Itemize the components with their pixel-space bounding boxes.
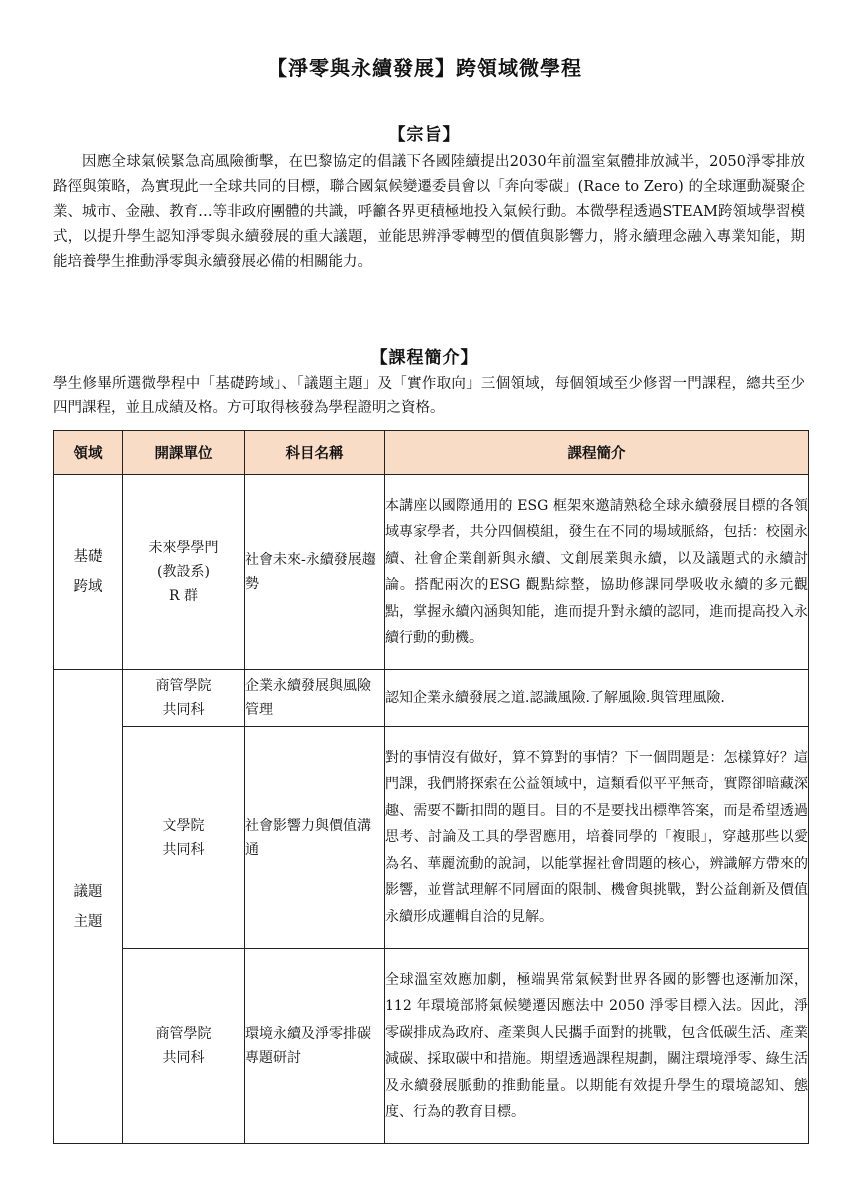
unit-label-line: 共同科	[162, 702, 205, 718]
table-header-row	[54, 431, 809, 475]
domain-label-line: 議題	[73, 883, 103, 900]
unit-cell	[123, 727, 245, 949]
table-row	[54, 949, 809, 1144]
subject-cell: 企業永續發展與風險管理	[245, 670, 385, 727]
unit-label-line: 未來學學門	[148, 540, 219, 556]
unit-cell	[123, 670, 245, 727]
course-table	[53, 430, 809, 1144]
domain-label-line: 跨域	[73, 579, 103, 595]
domain-cell-foundation	[54, 475, 123, 670]
header-unit: 開課單位	[123, 431, 245, 475]
description-cell: 認知企業永續發展之道.認識風險.了解風險.與管理風險.	[385, 670, 809, 727]
header-domain: 領域	[54, 431, 123, 475]
unit-label-line: R 群	[169, 588, 198, 604]
domain-label-line: 基礎	[73, 549, 103, 565]
course-intro-heading: 【課程簡介】	[370, 348, 479, 368]
unit-label-line: 商管學院	[155, 1026, 212, 1042]
subject-cell: 環境永續及淨零排碳專題研討	[245, 949, 385, 1144]
domain-cell-issues	[54, 670, 123, 1144]
unit-label-line: (教設系)	[157, 564, 210, 580]
purpose-heading: 【宗旨】	[388, 125, 461, 145]
domain-label-line: 主題	[73, 913, 103, 930]
unit-label-line: 共同科	[162, 1050, 205, 1066]
table-row	[54, 670, 809, 727]
description-cell: 全球溫室效應加劇，極端異常氣候對世界各國的影響也逐漸加深，112 年環境部將氣候變遷因應法中 2050 淨零目標入法。因此，淨零碳排成為政府、產業與人民攜手面對的挑戰，包含低碳生活、產業減碳、採取碳中和措施。期望透過課程規劃，關注環境淨零、綠生活及永續發展脈動的推動能量。以期能有效提升學生的環境認知、態度、行為的教育目標。	[385, 949, 809, 1144]
subject-cell: 社會影響力與價值溝通	[245, 727, 385, 949]
header-subject: 科目名稱	[245, 431, 385, 475]
purpose-paragraph: 因應全球氣候緊急高風險衝擊，在巴黎協定的倡議下各國陸續提出2030年前溫室氣體排放減半，2050淨零排放路徑與策略，為實現此一全球共同的目標，聯合國氣候變遷委員會以「奔向零碳」(Race to Zero) 的全球運動凝聚企業、城市、金融、教育…等非政府團體的共識，呼籲各界更積極地投入氣候行動。本微學程透過STEAM跨領域學習模式，以提升學生認知淨零與永續發展的重大議題，並能思辨淨零轉型的價值與影響力，將永續理念融入專業知能，期能培養學生推動淨零與永續發展必備的相關能力。	[53, 154, 805, 270]
unit-cell	[123, 949, 245, 1144]
table-row	[54, 727, 809, 949]
unit-label-line: 商管學院	[155, 678, 212, 694]
unit-label-line: 共同科	[162, 841, 205, 858]
document-title: 【淨零與永續發展】跨領域微學程	[267, 56, 582, 80]
table-row	[54, 475, 809, 670]
course-intro-paragraph: 學生修畢所選微學程中「基礎跨域」、「議題主題」及「實作取向」三個領域，每個領域至少修習一門課程，總共至少四門課程，並且成績及格。方可取得核發為學程證明之資格。	[53, 376, 805, 416]
unit-cell	[123, 475, 245, 670]
unit-label-line: 文學院	[162, 817, 205, 834]
description-cell: 本講座以國際通用的 ESG 框架來邀請熟稔全球永續發展目標的各領域專家學者，共分四個模組，發生在不同的場域脈絡，包括：校園永續、社會企業創新與永續、文創展業與永續，以及議題式的永續討論。搭配兩次的ESG 觀點綜整，協助修課同學吸收永續的多元觀點，掌握永續內涵與知能，進而提升對永續的認同，進而提高投入永續行動的動機。	[385, 475, 809, 670]
subject-cell: 社會未來-永續發展趨勢	[245, 475, 385, 670]
description-cell: 對的事情沒有做好，算不算對的事情？下一個問題是：怎樣算好？這門課，我們將探索在公益領域中，這類看似平平無奇，實際卻暗藏深趣、需要不斷扣問的題目。目的不是要找出標準答案，而是希望透過思考、討論及工具的學習應用，培養同學的「複眼」，穿越那些以愛為名、華麗流動的說詞，以能掌握社會問題的核心，辨識解方帶來的影響，並嘗試理解不同層面的限制、機會與挑戰，對公益創新及價值永續形成邏輯自洽的見解。	[385, 727, 809, 949]
header-description: 課程簡介	[385, 431, 809, 475]
